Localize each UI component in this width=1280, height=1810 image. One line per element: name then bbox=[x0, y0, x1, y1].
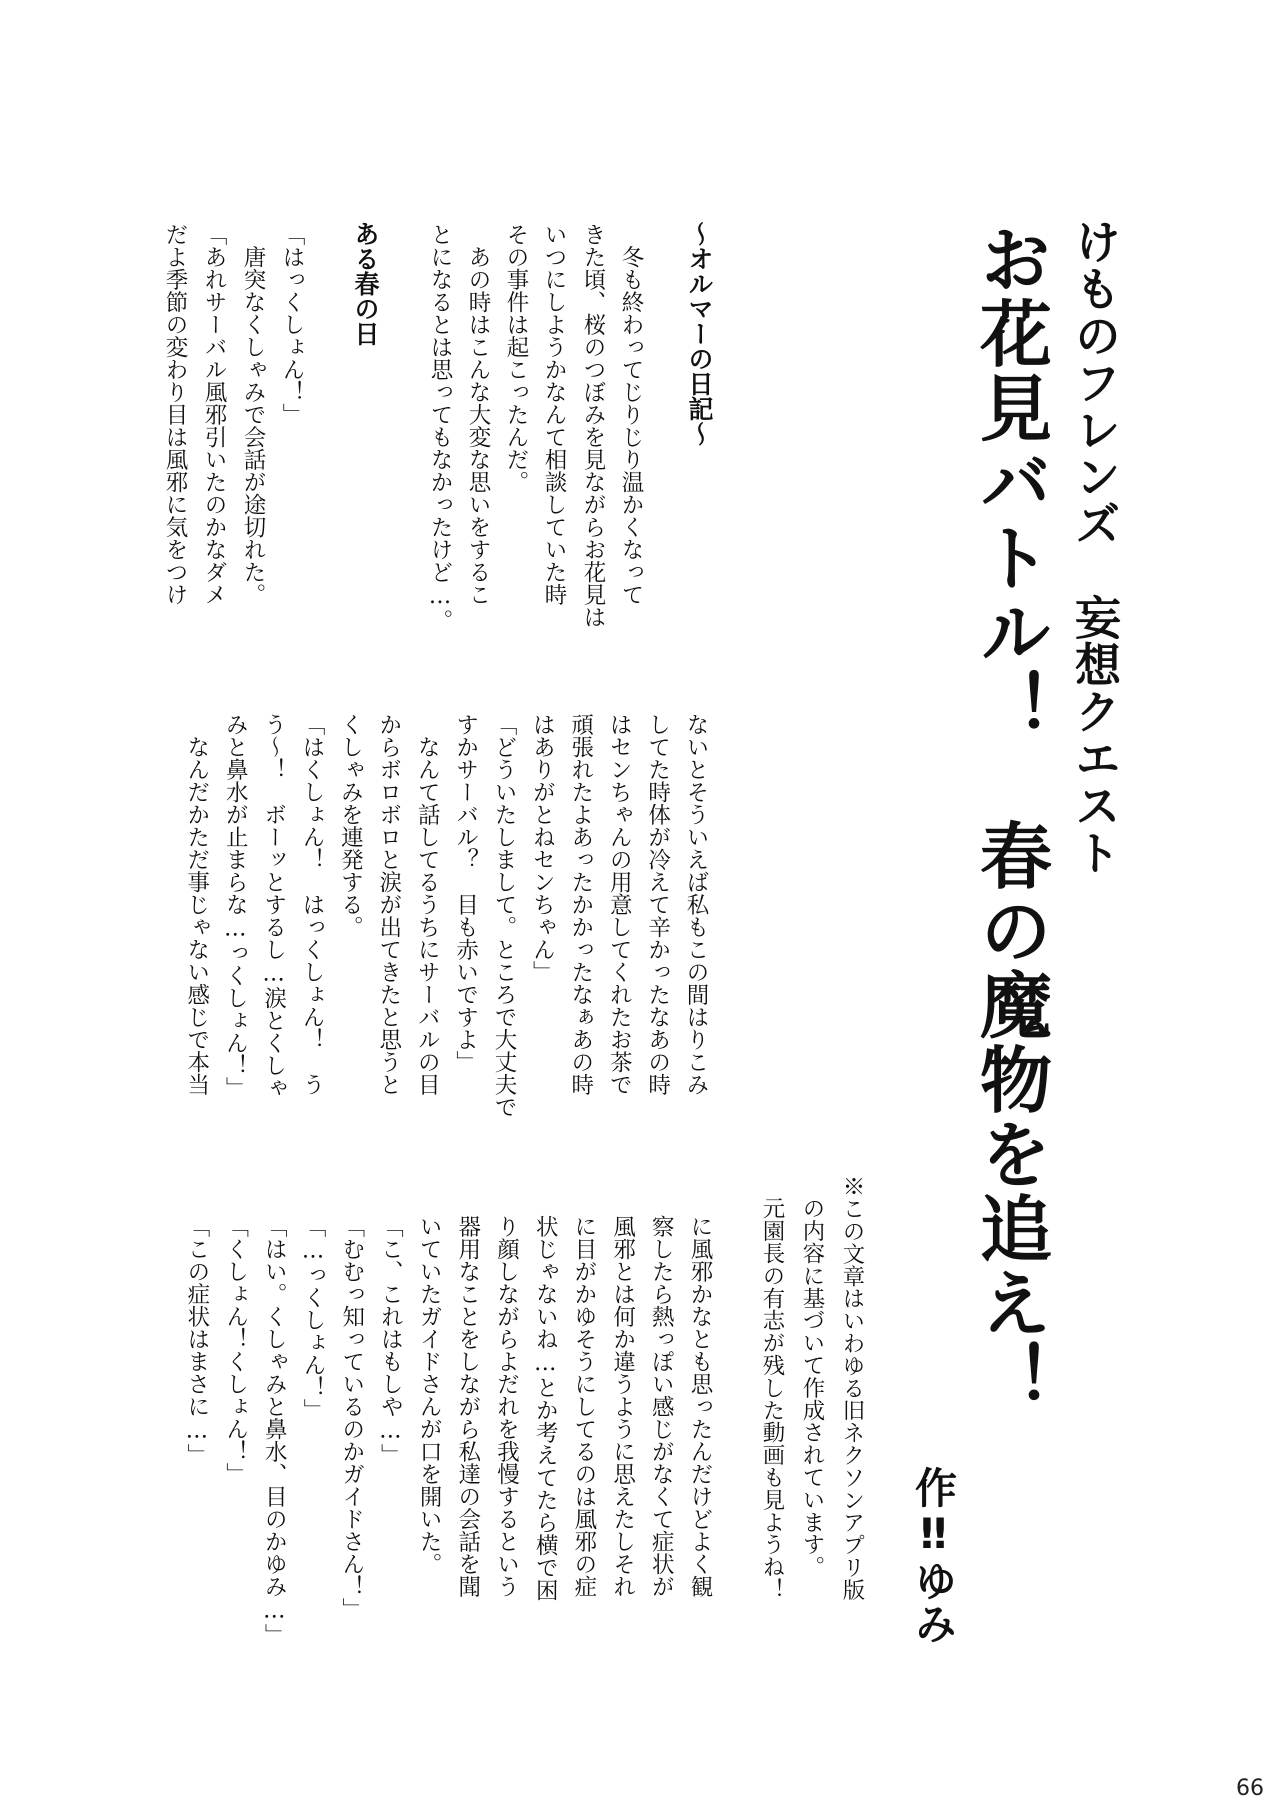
text-column: 「はい。くしゃみと鼻水、目のかゆみ…」 bbox=[261, 1215, 288, 1646]
text-column: 察したら熱っぽい感じがなくて症状が bbox=[648, 1215, 675, 1598]
text-column: 風邪とは何か違うように思えたしそれ bbox=[609, 1215, 636, 1598]
section-heading: ある春の日 bbox=[351, 221, 380, 346]
text-column: なんて話してるうちにサーバルの目 bbox=[414, 713, 441, 1096]
text-column: 「どういたしまして。ところで大丈夫で bbox=[491, 713, 517, 1118]
text-column: う〜！ ボーッとするし…涙とくしゃ bbox=[260, 713, 287, 1099]
text-column: きた頃、桜のつぼみを見ながらお花見は bbox=[580, 223, 606, 628]
text-column: その事件は起こったんだ。 bbox=[503, 223, 529, 493]
text-column: り顔しながらよだれを我慢するという bbox=[493, 1215, 520, 1598]
text-column: とになるとは思ってもなかったけど…。 bbox=[427, 223, 453, 632]
text-column: からボロボロと涙が出てきたと思うと bbox=[375, 713, 402, 1096]
author-credit: 作‼ゆみ bbox=[909, 1466, 958, 1645]
text-column: 「はくしょん！ はっくしょん！ う bbox=[299, 713, 325, 1096]
text-column: すかサーバル？ 目も赤いですよ」 bbox=[452, 713, 479, 1073]
text-column: はありがとねセンちゃん」 bbox=[529, 713, 556, 983]
text-column: ないとそういえば私もこの間はりこみ bbox=[683, 713, 709, 1096]
text-column: 「この症状はまさに…」 bbox=[183, 1215, 210, 1466]
text-column: いつにしようかなんて相談していた時 bbox=[541, 223, 567, 606]
text-column: だよ季節の変わり目は風邪に気をつけ bbox=[162, 223, 188, 606]
text-column: 唐突なくしゃみで会話が途切れた。 bbox=[240, 223, 266, 606]
text-column: くしゃみを連発する。 bbox=[337, 713, 364, 938]
text-column: 「むむっ知っているのかガイドさん！」 bbox=[338, 1215, 365, 1620]
text-column: なんだかただ事じゃない感じで本当 bbox=[183, 713, 210, 1096]
text-column: 冬も終わってじりじり温かくなって bbox=[618, 223, 644, 606]
text-column: あの時はこんな大変な思いをするこ bbox=[465, 223, 491, 606]
text-column: に風邪かなとも思ったんだけどよく観 bbox=[687, 1215, 713, 1598]
story-title: お花見バトル！ 春の魔物を追え！ bbox=[968, 222, 1052, 1416]
text-column: 「あれサーバル風邪引いたのかなダメ bbox=[201, 223, 227, 606]
text-column: みと鼻水が止まらな…っくしょん！」 bbox=[222, 713, 249, 1099]
text-column: 「くしょん！くしょん！」 bbox=[222, 1215, 249, 1485]
diary-heading: 〜オルマーの日記〜 bbox=[685, 221, 714, 446]
text-column: してた時体が冷えて辛かったなあの時 bbox=[644, 713, 671, 1096]
text-column: 「はっくしょん！」 bbox=[279, 223, 305, 426]
text-column: いていたガイドさんが口を開いた。 bbox=[416, 1215, 443, 1575]
note-column: ※この文章はいわゆる旧ネクソンアプリ版 bbox=[839, 1175, 865, 1601]
text-column: 頑張れたよあったかかったなぁあの時 bbox=[567, 713, 594, 1096]
text-column: はセンちゃんの用意してくれたお茶で bbox=[606, 713, 633, 1096]
text-column: 「…っくしょん！」 bbox=[300, 1215, 326, 1421]
text-column: 「こ、これはもしや…」 bbox=[377, 1215, 404, 1466]
text-column: 器用なことをしながら私達の会話を聞 bbox=[454, 1215, 481, 1598]
note-column: の内容に基づいて作成されています。 bbox=[799, 1197, 825, 1578]
text-column: 状じゃないね…とか考えてたら横で困 bbox=[532, 1215, 559, 1601]
page-number: 66 bbox=[1236, 1776, 1264, 1801]
note-column: 元園長の有志が残した動画も見ようね！ bbox=[759, 1197, 785, 1601]
text-column: に目がかゆそうにしてるのは風邪の症 bbox=[570, 1215, 597, 1598]
series-title: けものフレンズ 妄想クエスト bbox=[1068, 218, 1122, 876]
